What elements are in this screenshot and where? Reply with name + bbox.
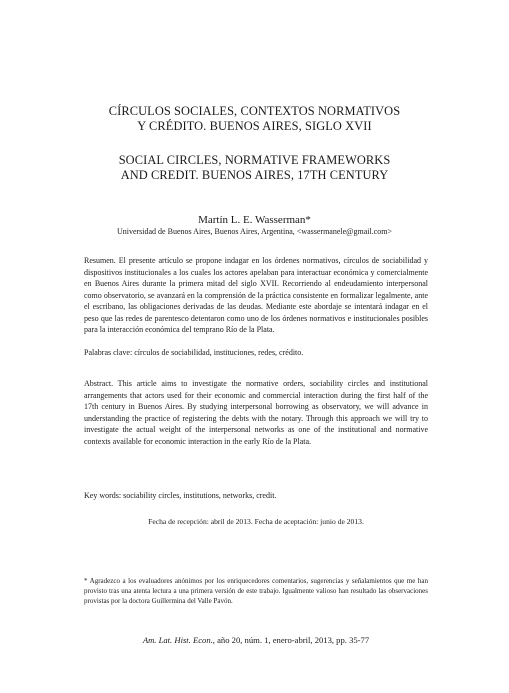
english-title-line-1: SOCIAL CIRCLES, NORMATIVE FRAMEWORKS — [118, 153, 391, 167]
spanish-title-line-2: Y CRÉDITO. BUENOS AIRES, SIGLO XVII — [137, 119, 372, 133]
english-title-line-2: AND CREDIT. BUENOS AIRES, 17TH CENTURY — [120, 168, 389, 182]
acknowledgement-footnote: * Agradezco a los evaluadores anónimos por los enriquecedores comentarios, sugerencias y señalamientos que me han provisto tras una atenta lectura a una primera versión de este trabajo. Igualmente valioso han resultado las observaciones provistas por la doctora Guillermina del Valle Pavón. — [84, 577, 428, 605]
key-words: Key words: sociability circles, institutions, networks, credit. — [84, 491, 277, 500]
author-name: Martín L. E. Wasserman* — [198, 214, 311, 226]
journal-name: Am. Lat. Hist. Econ. — [142, 635, 213, 645]
abstract-paragraph: Abstract. This article aims to investigate the normative orders, sociability circles and institutional arrangements that actors used for their economic and commercial interaction during the first half of the 17th century in Buenos Aires. By studying interpersonal borrowing as observatory, we will advance in understanding the practice of registering the debts with the notary. Through this approach we will try to investigate the actual weight of the interpersonal networks as one of the institutional and normative contexts available for economic interaction in the early Río de la Plata. — [84, 379, 428, 446]
palabras-clave: Palabras clave: círculos de sociabilidad, instituciones, redes, crédito. — [84, 348, 304, 357]
english-title — [60, 153, 449, 183]
spanish-title — [60, 104, 449, 134]
reception-dates: Fecha de recepción: abril de 2013. Fecha de aceptación: junio de 2013. — [148, 517, 364, 526]
author-affiliation: Universidad de Buenos Aires, Buenos Aires, Argentina, <wassermanele@gmail.com> — [116, 227, 393, 236]
journal-citation — [84, 634, 428, 646]
spanish-title-line-1: CÍRCULOS SOCIALES, CONTEXTOS NORMATIVOS — [108, 104, 401, 118]
resumen-paragraph: Resumen. El presente artículo se propone indagar en los órdenes normativos, círculos de sociabilidad y dispositivos institucionales a los cuales los actores apelaban para interactuar económica y comercialmente en Buenos Aires durante la primera mitad del siglo XVII. Recorriendo al endeudamiento interpersonal como observatorio, se avanzará en la comprensión de la práctica consistente en formalizar legalmente, ante el escribano, las obligaciones derivadas de las deudas. Mediante este abordaje se intentará indagar en el peso que las redes de parentesco detentaron como uno de los órdenes normativos e institucionales posibles para la interacción económica del temprano Río de la Plata. — [84, 256, 428, 334]
citation-details: , año 20, núm. 1, enero-abril, 2013, pp. 35-77 — [212, 635, 370, 645]
